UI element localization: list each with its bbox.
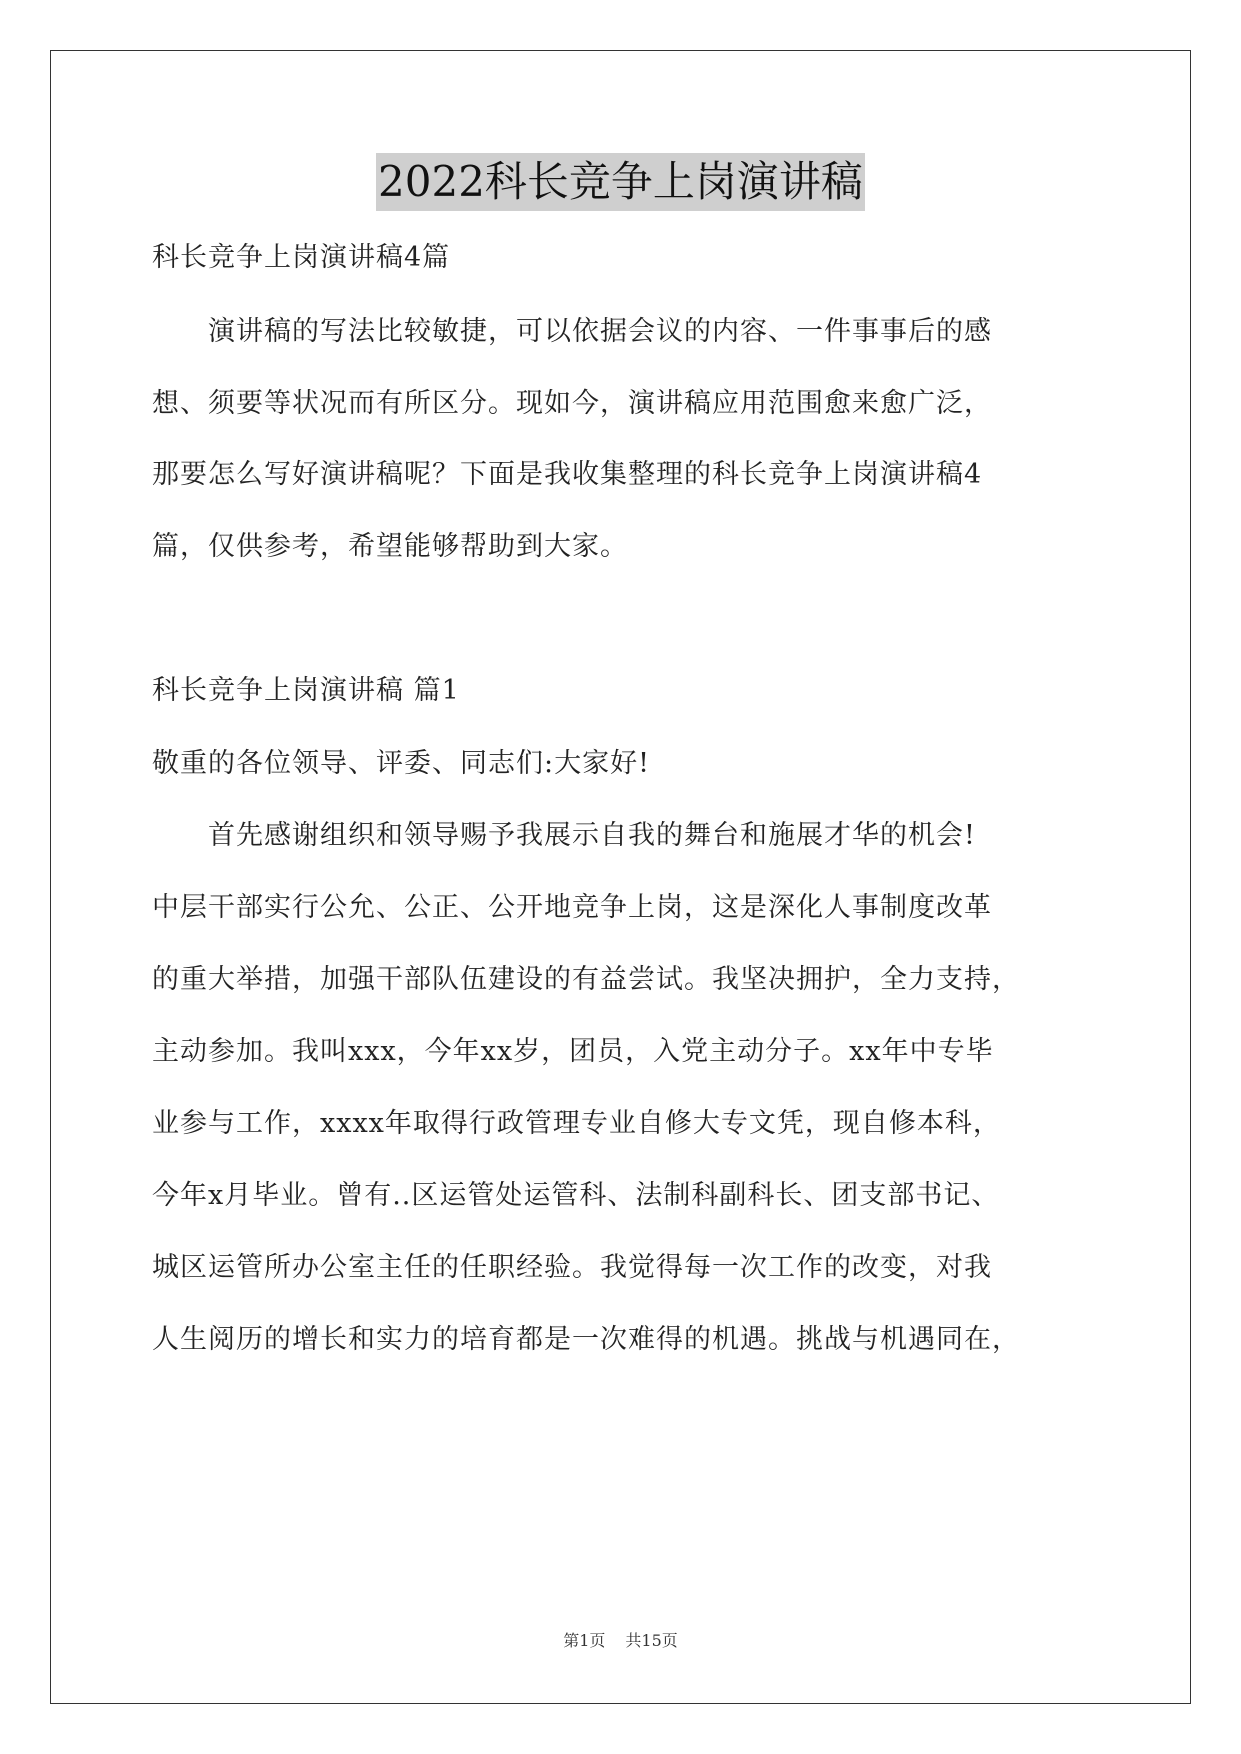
intro-line-2: 想、须要等状况而有所区分。现如今，演讲稿应用范围愈来愈广泛， [152,388,992,419]
page-number: 第1页 [563,1631,606,1650]
page-border [50,50,1191,1704]
document-subtitle: 科长竞争上岗演讲稿4篇 [152,242,451,273]
intro-line-4: 篇，仅供参考，希望能够帮助到大家。 [152,531,628,562]
title-container [0,153,1241,211]
body-line-3: 的重大举措，加强干部队伍建设的有益尝试。我坚决拥护，全力支持， [152,964,1020,995]
body-line-8: 人生阅历的增长和实力的培育都是一次难得的机遇。挑战与机遇同在， [152,1324,1020,1355]
document-title: 2022科长竞争上岗演讲稿 [376,153,865,211]
greeting-line: 敬重的各位领导、评委、同志们:大家好! [152,748,650,779]
body-line-5: 业参与工作，xxxx年取得行政管理专业自修大专文凭，现自修本科， [152,1108,1001,1139]
intro-line-1: 演讲稿的写法比较敏捷，可以依据会议的内容、一件事事后的感 [152,316,992,347]
body-line-2: 中层干部实行公允、公正、公开地竞争上岗，这是深化人事制度改革 [152,892,992,923]
intro-line-3: 那要怎么写好演讲稿呢？下面是我收集整理的科长竞争上岗演讲稿4 [152,459,983,490]
page-footer [0,1630,1241,1652]
body-line-4: 主动参加。我叫xxx，今年xx岁，团员，入党主动分子。xx年中专毕 [152,1036,994,1067]
body-line-6: 今年x月毕业。曾有..区运管处运管科、法制科副科长、团支部书记、 [152,1180,1000,1211]
section-heading: 科长竞争上岗演讲稿 篇1 [152,675,460,706]
body-line-7: 城区运管所办公室主任的任职经验。我觉得每一次工作的改变，对我 [152,1252,992,1283]
page-total: 共15页 [625,1631,678,1650]
body-line-1: 首先感谢组织和领导赐予我展示自我的舞台和施展才华的机会! [152,820,976,851]
